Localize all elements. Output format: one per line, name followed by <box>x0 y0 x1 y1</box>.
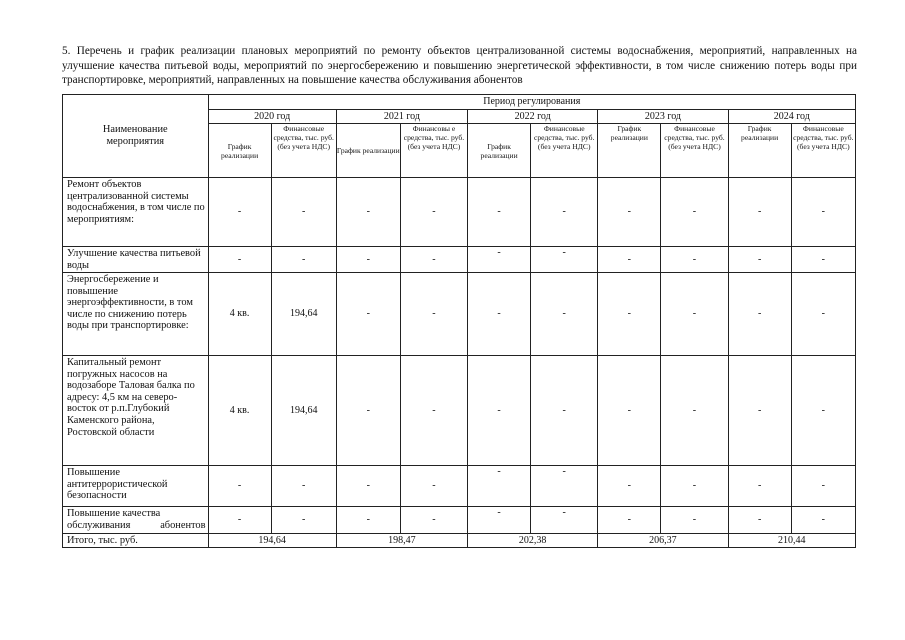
table-row <box>63 356 856 466</box>
cell: - <box>468 466 531 507</box>
row-name: Ремонт объектов централизованной системы водоснабжения, в том числе по мероприятиям: <box>63 178 209 247</box>
finance-header: Финансовые средства, тыс. руб. (без учета НДС) <box>271 124 336 178</box>
section-heading: 5. Перечень и график реализации плановых мероприятий по ремонту объектов централизованной системы водоснабжения, мероприятий, направленных на улучшение качества питьевой воды, мероприятий по энергосбережению и повышению энергетической эффективности, в том числе снижению потерь воды при транспортировке, мероприятий, направленных на повышение качества обслуживания абонентов <box>62 45 857 87</box>
cell: - <box>728 273 791 356</box>
cell: - <box>400 466 467 507</box>
table-row <box>63 507 856 534</box>
cell: - <box>271 178 336 247</box>
cell: - <box>791 273 855 356</box>
finance-header: Финансовые средства, тыс. руб. (без учета НДС) <box>791 124 855 178</box>
schedule-header: График реализации <box>598 124 661 178</box>
cell: - <box>336 273 400 356</box>
cell: - <box>661 247 728 273</box>
period-header: Период регулирования <box>208 95 855 110</box>
total-value: 210,44 <box>728 534 855 548</box>
cell: - <box>400 273 467 356</box>
cell: - <box>271 507 336 534</box>
cell: - <box>271 466 336 507</box>
cell: - <box>598 466 661 507</box>
row-name: Повышение антитеррористической безопасности <box>63 466 209 507</box>
cell: - <box>336 178 400 247</box>
cell: - <box>208 507 271 534</box>
plan-table <box>62 94 856 548</box>
finance-header: Финансовые средства, тыс. руб. (без учета НДС) <box>531 124 598 178</box>
row-name: Повышение качества обслуживания абонентов <box>63 507 209 534</box>
cell: - <box>531 356 598 466</box>
schedule-header: График реализации <box>208 124 271 178</box>
cell: - <box>271 247 336 273</box>
cell: - <box>468 356 531 466</box>
cell: - <box>531 507 598 534</box>
cell: - <box>531 273 598 356</box>
finance-header: Финансовы е средства, тыс. руб. (без учета НДС) <box>400 124 467 178</box>
cell: - <box>468 507 531 534</box>
cell: - <box>208 466 271 507</box>
cell: - <box>791 356 855 466</box>
cell: - <box>468 273 531 356</box>
schedule-header: График реализации <box>468 124 531 178</box>
schedule-header: График реализации <box>336 124 400 178</box>
cell: - <box>661 273 728 356</box>
cell: - <box>598 247 661 273</box>
cell: - <box>208 247 271 273</box>
cell: - <box>598 356 661 466</box>
total-value: 206,37 <box>598 534 728 548</box>
cell: - <box>728 356 791 466</box>
cell: - <box>531 466 598 507</box>
cell: - <box>336 466 400 507</box>
cell: - <box>400 178 467 247</box>
cell: - <box>208 178 271 247</box>
cell: - <box>791 466 855 507</box>
year-header: 2023 год <box>598 110 728 124</box>
total-value: 198,47 <box>336 534 467 548</box>
cell: - <box>661 178 728 247</box>
cell: 4 кв. <box>208 356 271 466</box>
cell: - <box>791 178 855 247</box>
total-value: 202,38 <box>468 534 598 548</box>
cell: - <box>728 466 791 507</box>
cell: 194,64 <box>271 356 336 466</box>
year-header: 2021 год <box>336 110 467 124</box>
table-row <box>63 466 856 507</box>
cell: - <box>728 247 791 273</box>
cell: - <box>336 247 400 273</box>
row-name: Энергосбережение и повышение энергоэффективности, в том числе по снижению потерь воды при транспортировке: <box>63 273 209 356</box>
cell: - <box>661 466 728 507</box>
row-name: Капитальный ремонт погружных насосов на водозаборе Таловая балка по адресу: 4,5 км на северо-восток от р.п.Глубокий Каменского района, Ростовской области <box>63 356 209 466</box>
total-value: 194,64 <box>208 534 336 548</box>
cell: - <box>336 507 400 534</box>
cell: - <box>728 507 791 534</box>
cell: - <box>598 178 661 247</box>
total-row <box>63 534 856 548</box>
cell: - <box>598 507 661 534</box>
cell: - <box>791 507 855 534</box>
table-row <box>63 273 856 356</box>
header-row-period <box>63 95 856 110</box>
row-name: Улучшение качества питьевой воды <box>63 247 209 273</box>
cell: 4 кв. <box>208 273 271 356</box>
cell: - <box>531 178 598 247</box>
name-column-header: Наименование мероприятия <box>63 95 209 178</box>
cell: - <box>336 356 400 466</box>
cell: - <box>661 507 728 534</box>
table-row <box>63 178 856 247</box>
cell: - <box>468 247 531 273</box>
cell: - <box>400 356 467 466</box>
cell: - <box>661 356 728 466</box>
finance-header: Финансовые средства, тыс. руб. (без учета НДС) <box>661 124 728 178</box>
total-label: Итого, тыс. руб. <box>63 534 209 548</box>
cell: - <box>531 247 598 273</box>
year-header: 2022 год <box>468 110 598 124</box>
cell: - <box>791 247 855 273</box>
cell: - <box>728 178 791 247</box>
cell: - <box>468 178 531 247</box>
schedule-header: График реализации <box>728 124 791 178</box>
cell: - <box>598 273 661 356</box>
table-row <box>63 247 856 273</box>
cell: 194,64 <box>271 273 336 356</box>
cell: - <box>400 507 467 534</box>
year-header: 2020 год <box>208 110 336 124</box>
cell: - <box>400 247 467 273</box>
year-header: 2024 год <box>728 110 855 124</box>
